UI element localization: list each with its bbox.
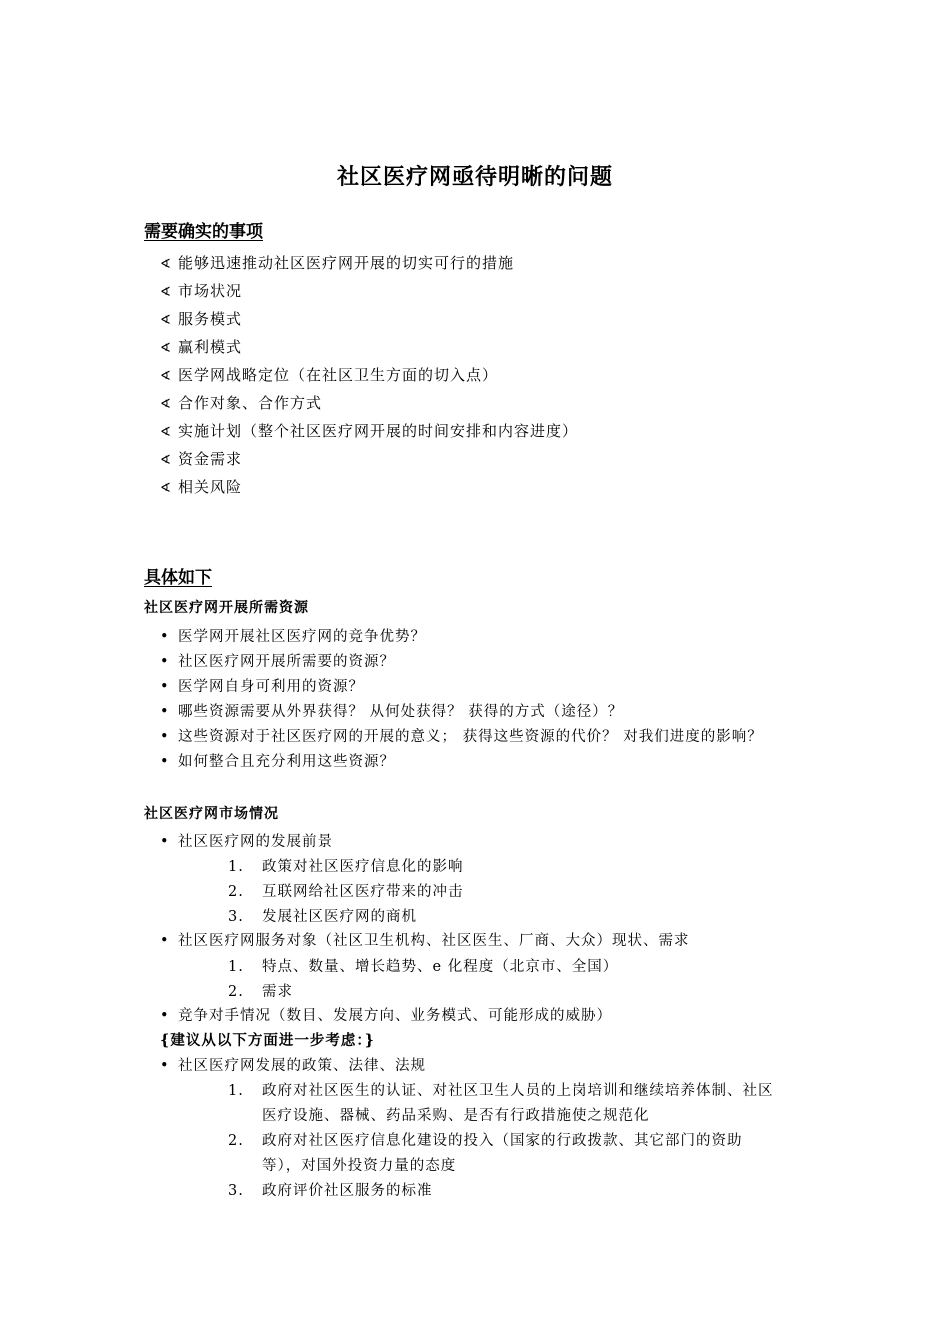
- list-item: • 哪些资源需要从外界获得？ 从何处获得？ 获得的方式（途径）？: [160, 704, 624, 720]
- numbered-item: 1. 特点、数量、增长趋势、e 化程度（北京市、全国）: [228, 959, 619, 975]
- numbered-item: 3. 发展社区医疗网的商机: [228, 909, 417, 925]
- list-item: ∢ 实施计划（整个社区医疗网开展的时间安排和内容进度）: [160, 419, 578, 447]
- arrow-bullet-icon: ∢: [160, 285, 172, 300]
- list-item: • 社区医疗网的发展前景: [160, 834, 333, 850]
- list-item: ∢ 相关风险: [160, 475, 578, 503]
- arrow-bullet-icon: ∢: [160, 257, 172, 272]
- list-item: • 社区医疗网开展所需要的资源？: [160, 654, 395, 670]
- subheading-market: 社区医疗网市场情况: [144, 806, 279, 822]
- list-item: • 社区医疗网服务对象（社区卫生机构、社区医生、厂商、大众）现状、需求: [160, 933, 690, 949]
- list-item: ∢ 服务模式: [160, 307, 578, 335]
- arrow-bullet-icon: ∢: [160, 425, 172, 440]
- list-item: ∢ 赢利模式: [160, 335, 578, 363]
- section-heading-details: 具体如下: [144, 568, 212, 588]
- resources-list: [160, 625, 763, 775]
- numbered-item: 2. 政府对社区医疗信息化建设的投入（国家的行政拨款、其它部门的资助: [228, 1133, 743, 1149]
- numbered-item-continuation: 医疗设施、器械、药品采购、是否有行政措施使之规范化: [262, 1108, 650, 1124]
- list-item: ∢ 资金需求: [160, 447, 578, 475]
- numbered-item: 2. 互联网给社区医疗带来的冲击: [228, 884, 464, 900]
- numbered-item: 2. 需求: [228, 984, 293, 1000]
- numbered-item: 1. 政府对社区医生的认证、对社区卫生人员的上岗培训和继续培养体制、社区: [228, 1083, 774, 1099]
- suggestion-note: {建议从以下方面进一步考虑：}: [160, 1032, 375, 1049]
- list-item: ∢ 能够迅速推动社区医疗网开展的切实可行的措施: [160, 251, 578, 279]
- list-item: ∢ 合作对象、合作方式: [160, 391, 578, 419]
- required-items-list: [160, 251, 578, 503]
- list-item: • 竞争对手情况（数目、发展方向、业务模式、可能形成的威胁）: [160, 1008, 612, 1024]
- page-title: 社区医疗网亟待明晰的问题: [336, 164, 613, 190]
- arrow-bullet-icon: ∢: [160, 481, 172, 496]
- arrow-bullet-icon: ∢: [160, 369, 172, 384]
- list-item: ∢ 市场状况: [160, 279, 578, 307]
- numbered-item: 1. 政策对社区医疗信息化的影响: [228, 859, 464, 875]
- numbered-item-continuation: 等），对国外投资力量的态度: [262, 1158, 457, 1174]
- list-item: • 这些资源对于社区医疗网的开展的意义； 获得这些资源的代价？ 对我们进度的影响？: [160, 729, 763, 745]
- arrow-bullet-icon: ∢: [160, 341, 172, 356]
- list-item: • 如何整合且充分利用这些资源？: [160, 754, 395, 770]
- list-item: • 医学网开展社区医疗网的竞争优势？: [160, 629, 426, 645]
- arrow-bullet-icon: ∢: [160, 397, 172, 412]
- arrow-bullet-icon: ∢: [160, 313, 172, 328]
- numbered-item: 3. 政府评价社区服务的标准: [228, 1183, 433, 1199]
- subheading-resources: 社区医疗网开展所需资源: [144, 600, 309, 616]
- list-item: • 社区医疗网发展的政策、法律、法规: [160, 1058, 426, 1074]
- arrow-bullet-icon: ∢: [160, 453, 172, 468]
- list-item: ∢ 医学网战略定位（在社区卫生方面的切入点）: [160, 363, 578, 391]
- list-item: • 医学网自身可利用的资源？: [160, 679, 364, 695]
- section-heading-items: 需要确实的事项: [144, 222, 263, 242]
